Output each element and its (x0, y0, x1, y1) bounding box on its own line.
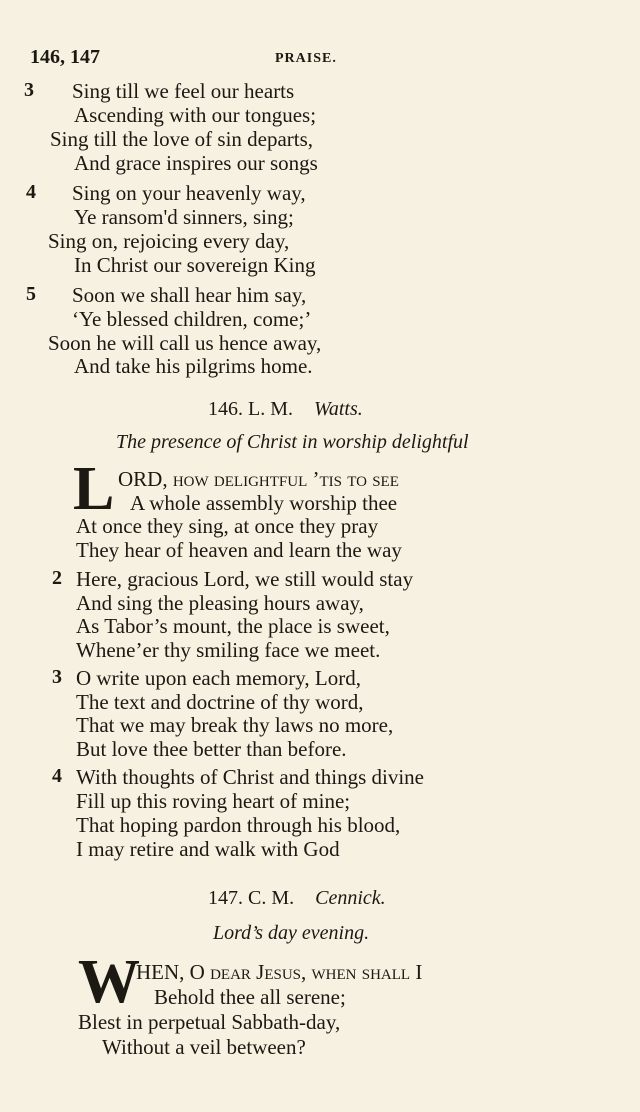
hymn-number-meter: 146. L. M. (208, 398, 293, 420)
verse-line: ‘Ye blessed children, come;’ (72, 307, 312, 331)
hymn-heading (208, 887, 386, 910)
stanza-number: 4 (26, 181, 36, 203)
drop-cap: W (78, 948, 140, 1016)
stanza-number: 5 (26, 283, 36, 305)
verse-line: That hoping pardon through his blood, (76, 813, 401, 837)
verse-line: At once they sing, at once they pray (76, 514, 379, 538)
stanza-number: 3 (24, 79, 34, 101)
verse-line: Whene’er thy smiling face we meet. (76, 638, 381, 662)
verse-line: And sing the pleasing hours away, (76, 591, 364, 615)
verse-line: Ascending with our tongues; (74, 103, 317, 127)
verse-line: O write upon each memory, Lord, (76, 666, 361, 690)
hymn-author: Watts. (314, 398, 363, 420)
verse-line: With thoughts of Christ and things divine (76, 765, 424, 789)
hymn-subtitle: The presence of Christ in worship delightful (116, 431, 469, 453)
verse-line: Behold thee all serene; (154, 985, 346, 1009)
verse-line: Without a veil between? (102, 1035, 306, 1059)
verse-line: In Christ our sovereign King (74, 253, 316, 277)
verse-line: Ye ransom'd sinners, sing; (74, 205, 294, 229)
verse-line: ORD, how delightful ’tis to see (118, 467, 399, 491)
hymn-subtitle: Lord’s day evening. (213, 922, 370, 944)
stanza-number: 2 (52, 567, 62, 589)
verse-line: I may retire and walk with God (76, 837, 340, 861)
verse-line: As Tabor’s mount, the place is sweet, (76, 614, 390, 638)
verse-line: Sing till we feel our hearts (72, 79, 295, 103)
verse-line: Sing on your heavenly way, (72, 181, 306, 205)
verse-line: Sing till the love of sin departs, (50, 127, 314, 151)
verse-line: Soon he will call us hence away, (48, 331, 322, 355)
drop-cap: L (73, 455, 115, 523)
verse-line: But love thee better than before. (76, 737, 347, 761)
verse-line: And take his pilgrims home. (74, 354, 313, 378)
verse-line: Here, gracious Lord, we still would stay (76, 567, 414, 591)
verse-line: A whole assembly worship thee (130, 491, 398, 515)
hymn-heading (208, 398, 363, 421)
verse-line: Soon we shall hear him say, (72, 283, 307, 307)
verse-line: Sing on, rejoicing every day, (48, 229, 290, 253)
page-numbers: 146, 147 (30, 46, 100, 68)
verse-line: HEN, O dear Jesus, when shall I (136, 960, 423, 984)
verse-line: Blest in perpetual Sabbath-day, (78, 1010, 341, 1034)
verse-line: And grace inspires our songs (74, 151, 318, 175)
running-title: PRAISE. (275, 51, 337, 66)
verse-line: Fill up this roving heart of mine; (76, 789, 351, 813)
verse-line: They hear of heaven and learn the way (76, 538, 402, 562)
hymn-number-meter: 147. C. M. (208, 887, 295, 909)
stanza-number: 3 (52, 666, 62, 688)
stanza-number: 4 (52, 765, 62, 787)
hymn-author: Cennick. (315, 887, 386, 909)
verse-line: The text and doctrine of thy word, (76, 690, 364, 714)
verse-line: That we may break thy laws no more, (76, 713, 394, 737)
